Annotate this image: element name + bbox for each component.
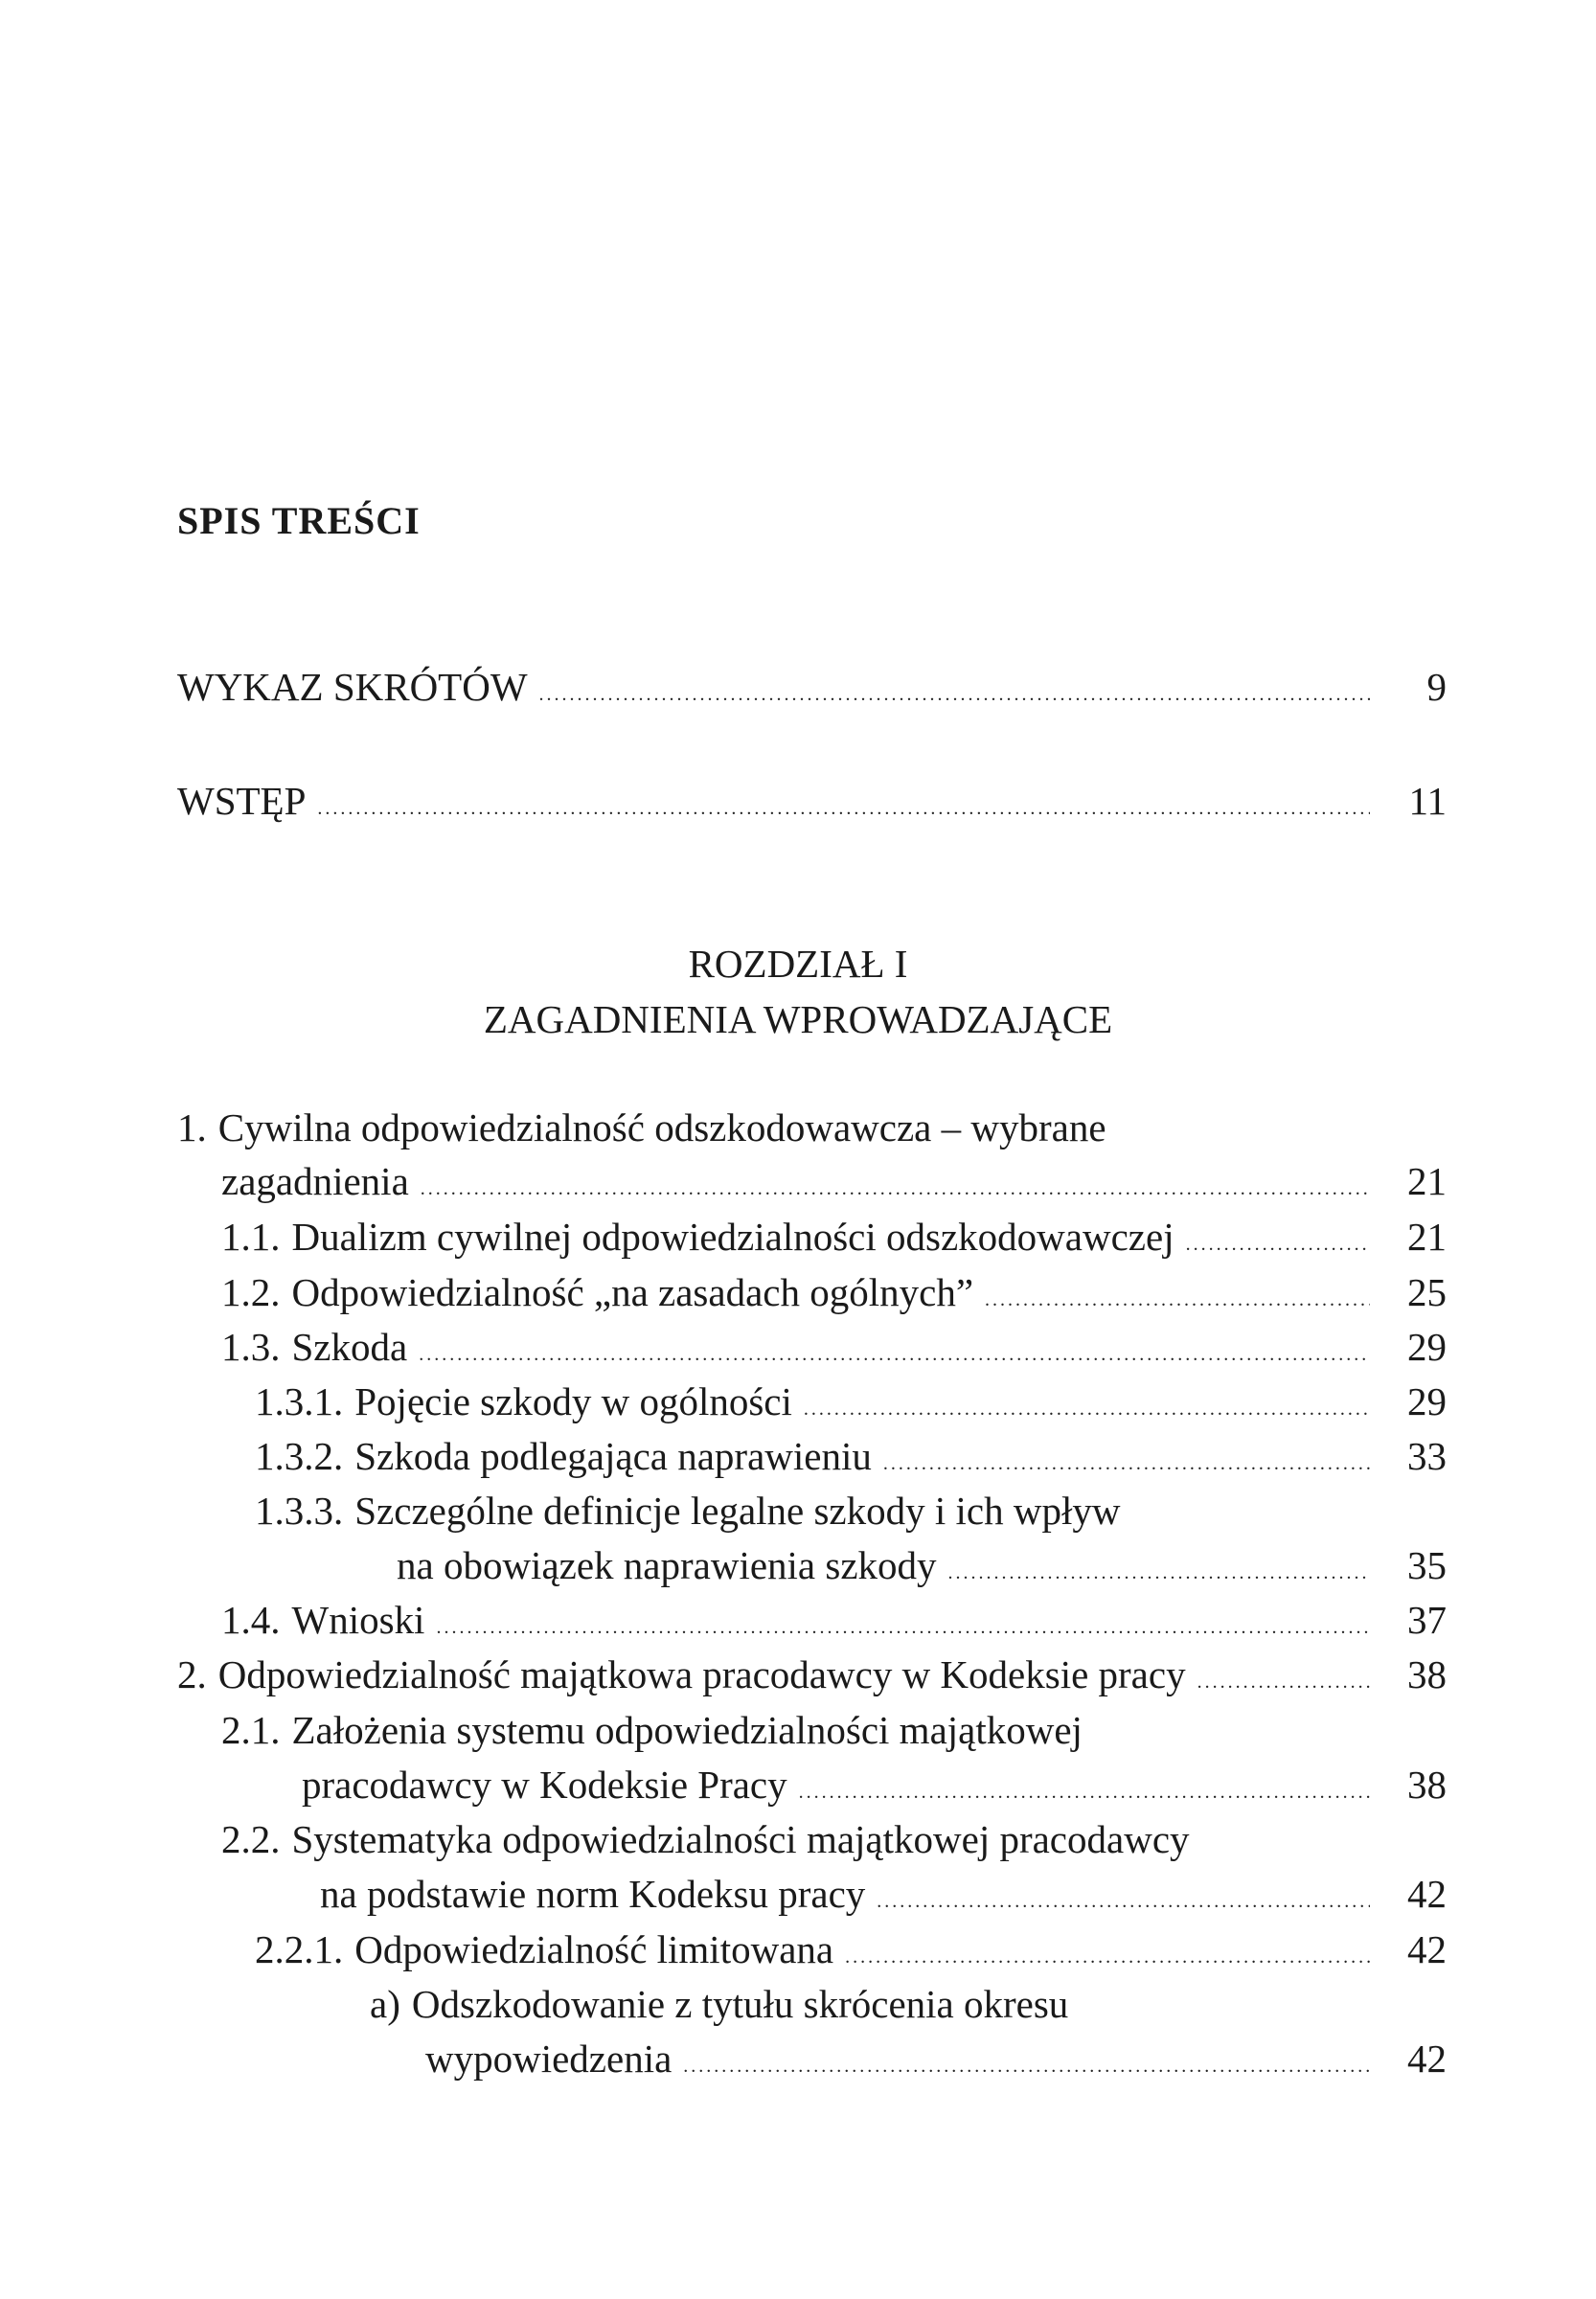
toc-entry-1-4[interactable] [221, 1592, 1447, 1648]
toc-entry-title: Systematyka odpowiedzialności majątkowej pracodawcy [291, 1817, 1190, 1861]
toc-entry-1-3-3-continued[interactable] [397, 1537, 1447, 1593]
toc-entry-1-2[interactable] [221, 1264, 1447, 1320]
toc-entry-title: Odpowiedzialność majątkowa pracodawcy w Kodeksie pracy [217, 1652, 1186, 1696]
toc-entry-number: 2.1. [221, 1708, 281, 1752]
toc-page-number: 37 [1407, 1598, 1447, 1642]
toc-entry-number: 1.1. [221, 1215, 281, 1259]
toc-entry-title: Szkoda [291, 1325, 408, 1369]
toc-entry-wstep[interactable] [177, 773, 1447, 829]
toc-page-number: 29 [1407, 1379, 1447, 1423]
toc-entry-number: 2.2.1. [255, 1927, 344, 1971]
toc-page-number: 11 [1408, 779, 1447, 823]
toc-page-number: 9 [1426, 665, 1447, 709]
toc-page-number: 33 [1407, 1434, 1447, 1478]
toc-entry-title: Szczególne definicje legalne szkody i ich wpływ [354, 1489, 1121, 1533]
toc-page-number: 38 [1407, 1763, 1447, 1807]
toc-entry-title: Odpowiedzialność limitowana [354, 1927, 834, 1971]
toc-entry-title: Pojęcie szkody w ogólności [354, 1379, 792, 1423]
toc-entry-number: 1.3.2. [255, 1434, 344, 1478]
toc-entry-title: Dualizm cywilnej odpowiedzialności odszkodowawczej [291, 1215, 1174, 1259]
toc-entry-title: WYKAZ SKRÓTÓW [177, 665, 528, 709]
toc-page-number: 42 [1407, 1927, 1447, 1971]
toc-page-number: 21 [1407, 1159, 1447, 1203]
toc-page-number: 38 [1407, 1652, 1447, 1696]
dot-leader [317, 781, 1370, 836]
toc-entry-number: 1.3.3. [255, 1489, 344, 1533]
toc-entry-2-2[interactable] [221, 1811, 1447, 1867]
toc-page-number: 42 [1407, 2037, 1447, 2081]
toc-entry-2-2-1-a[interactable] [370, 1976, 1447, 2032]
toc-entry-1-continued[interactable] [221, 1153, 1447, 1209]
toc-entry-title: WSTĘP [177, 779, 307, 823]
toc-entry-2[interactable] [177, 1647, 1447, 1702]
toc-entry-title-continued: wypowiedzenia [425, 2037, 673, 2081]
toc-entry-title-continued: na podstawie norm Kodeksu pracy [320, 1872, 866, 1916]
toc-entry-1[interactable] [177, 1100, 1447, 1155]
chapter-heading [0, 936, 1596, 1047]
toc-page-number: 25 [1407, 1270, 1447, 1314]
toc-entry-1-1[interactable] [221, 1209, 1447, 1264]
toc-entry-title: Wnioski [291, 1598, 425, 1642]
toc-entry-title: Odpowiedzialność „na zasadach ogólnych” [291, 1270, 974, 1314]
chapter-title: ZAGADNIENIA WPROWADZAJĄCE [483, 997, 1113, 1041]
toc-page-number: 21 [1407, 1215, 1447, 1259]
toc-entry-title: Cywilna odpowiedzialność odszkodowawcza – wybrane [217, 1105, 1106, 1150]
toc-page-number: 35 [1407, 1543, 1447, 1587]
toc-entry-title: Odszkodowanie z tytułu skrócenia okresu [411, 1982, 1069, 2026]
dot-leader [539, 667, 1370, 722]
toc-entry-number: 1. [177, 1105, 207, 1150]
toc-entry-1-3-3[interactable] [255, 1483, 1447, 1538]
toc-entry-wykaz-skrotow[interactable] [177, 659, 1447, 715]
dot-leader [683, 2038, 1370, 2094]
toc-entry-number: 1.2. [221, 1270, 281, 1314]
toc-entry-2-1[interactable] [221, 1702, 1447, 1758]
toc-entry-number: 1.4. [221, 1598, 281, 1642]
chapter-label: ROZDZIAŁ I [688, 942, 908, 986]
toc-entry-title-continued: pracodawcy w Kodeksie Pracy [302, 1763, 787, 1807]
toc-entry-2-2-1-a-continued[interactable] [425, 2031, 1447, 2086]
toc-entry-2-1-continued[interactable] [302, 1757, 1447, 1812]
toc-entry-2-2-continued[interactable] [320, 1866, 1447, 1922]
page-title: SPIS TREŚCI [177, 499, 421, 542]
toc-page-number: 42 [1407, 1872, 1447, 1916]
toc-entry-number: 2.2. [221, 1817, 281, 1861]
toc-entry-number: a) [370, 1982, 400, 2026]
toc-entry-title: Założenia systemu odpowiedzialności majątkowej [291, 1708, 1083, 1752]
toc-entry-title-continued: zagadnienia [221, 1159, 409, 1203]
toc-entry-2-2-1[interactable] [255, 1922, 1447, 1977]
toc-entry-number: 1.3.1. [255, 1379, 344, 1423]
toc-entry-1-3-2[interactable] [255, 1428, 1447, 1484]
toc-entry-1-3[interactable] [221, 1319, 1447, 1375]
toc-page-number: 29 [1407, 1325, 1447, 1369]
toc-entry-1-3-1[interactable] [255, 1374, 1447, 1429]
toc-entry-title: Szkoda podlegająca naprawieniu [354, 1434, 872, 1478]
toc-entry-number: 1.3. [221, 1325, 281, 1369]
toc-entry-number: 2. [177, 1652, 207, 1696]
toc-entry-title-continued: na obowiązek naprawienia szkody [397, 1543, 937, 1587]
